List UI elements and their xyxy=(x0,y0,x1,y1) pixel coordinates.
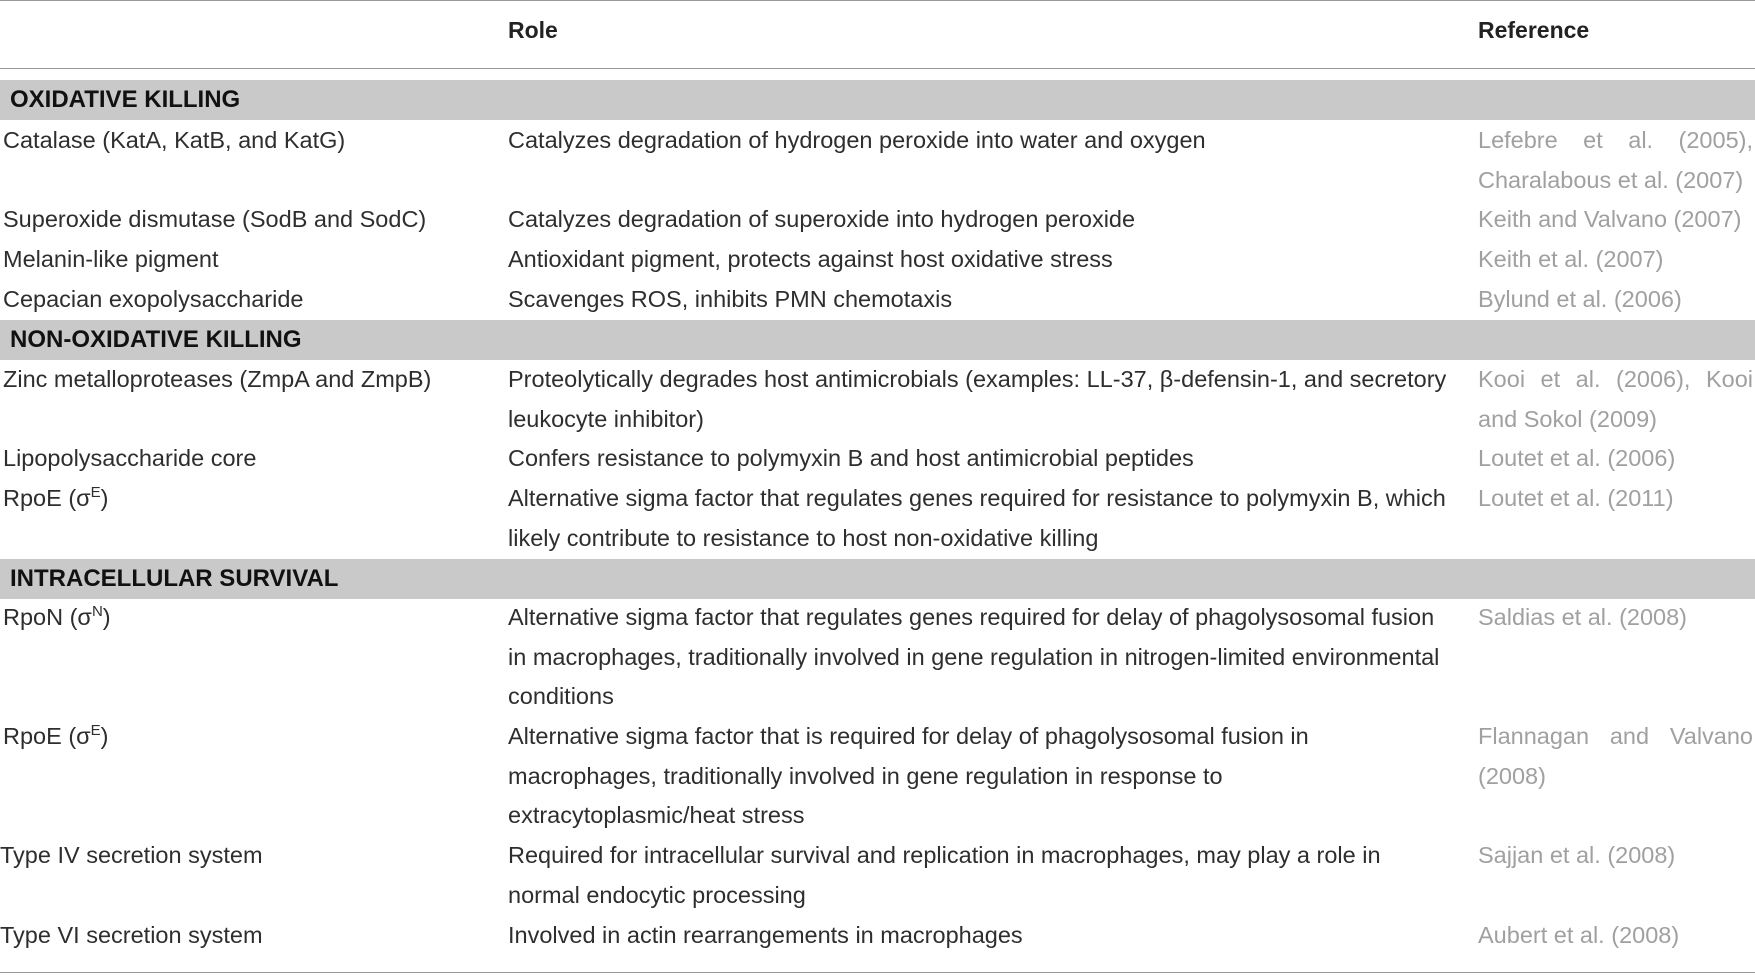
row-reference: Kooi et al. (2006), Kooi and Sokol (2009) xyxy=(1478,366,1753,432)
name-text: RpoN (σ xyxy=(3,604,92,630)
row-role: Alternative sigma factor that regulates genes required for delay of phagolysosomal fusion in macrophages, traditionally involved in gene regulation in nitrogen-limited environmental conditions xyxy=(508,604,1440,710)
superscript: E xyxy=(90,722,101,739)
row-role: Proteolytically degrades host antimicrobials (examples: LL-37, β-defensin-1, and secretory leukocyte inhibitor) xyxy=(508,366,1447,432)
row-role: Alternative sigma factor that is required for delay of phagolysosomal fusion in macrophages, traditionally involved in gene regulation in response to extracytoplasmic/heat stress xyxy=(508,723,1309,829)
name-text-end: ) xyxy=(100,485,109,511)
superscript: N xyxy=(91,603,103,620)
bottom-rule xyxy=(0,972,1755,973)
section-title: NON-OXIDATIVE KILLING xyxy=(10,326,302,353)
row-reference: Loutet et al. (2011) xyxy=(1478,485,1674,511)
section-header-oxidative xyxy=(0,80,1755,120)
header-reference: Reference xyxy=(1478,17,1590,43)
row-name: Type VI secretion system xyxy=(0,922,263,948)
row-reference: Keith et al. (2007) xyxy=(1478,246,1664,272)
header-role: Role xyxy=(508,17,558,43)
row-role: Antioxidant pigment, protects against host oxidative stress xyxy=(508,246,1113,272)
section-header-intracellular xyxy=(0,559,1755,599)
row-name: Lipopolysaccharide core xyxy=(3,445,257,471)
row-reference: Sajjan et al. (2008) xyxy=(1478,842,1676,868)
row-reference: Saldias et al. (2008) xyxy=(1478,604,1688,630)
row-reference: Bylund et al. (2006) xyxy=(1478,286,1682,312)
row-name: Type IV secretion system xyxy=(0,842,263,868)
row-role: Catalyzes degradation of hydrogen peroxide into water and oxygen xyxy=(508,127,1206,153)
row-role: Alternative sigma factor that regulates genes required for resistance to polymyxin B, which likely contribute to resistance to host non-oxidative killing xyxy=(508,485,1446,551)
row-name xyxy=(3,717,498,757)
row-name xyxy=(3,598,498,638)
row-reference: Aubert et al. (2008) xyxy=(1478,922,1680,948)
name-text-end: ) xyxy=(100,723,109,749)
row-reference: Lefebre et al. (2005), Charalabous et al. (2007) xyxy=(1478,127,1753,193)
row-name: Superoxide dismutase (SodB and SodC) xyxy=(3,206,427,232)
row-reference: Keith and Valvano (2007) xyxy=(1478,206,1742,232)
section-title: INTRACELLULAR SURVIVAL xyxy=(10,565,339,592)
section-title: OXIDATIVE KILLING xyxy=(10,86,241,113)
row-role: Catalyzes degradation of superoxide into hydrogen peroxide xyxy=(508,206,1136,232)
row-name: Melanin-like pigment xyxy=(3,246,219,272)
name-text: RpoE (σ xyxy=(3,723,91,749)
row-name: Catalase (KatA, KatB, and KatG) xyxy=(3,127,346,153)
row-name: Zinc metalloproteases (ZmpA and ZmpB) xyxy=(3,366,432,392)
row-reference: Flannagan and Valvano (2008) xyxy=(1478,723,1753,789)
row-name xyxy=(3,479,498,519)
section-header-non-oxidative xyxy=(0,320,1755,360)
row-reference: Loutet et al. (2006) xyxy=(1478,445,1676,471)
row-role: Required for intracellular survival and replication in macrophages, may play a role in normal endocytic processing xyxy=(508,842,1381,908)
top-rule xyxy=(0,0,1755,1)
row-name: Cepacian exopolysaccharide xyxy=(3,286,304,312)
row-role: Involved in actin rearrangements in macrophages xyxy=(508,922,1023,948)
name-text: RpoE (σ xyxy=(3,485,91,511)
header-rule xyxy=(0,68,1755,69)
name-text-end: ) xyxy=(102,604,111,630)
row-role: Confers resistance to polymyxin B and host antimicrobial peptides xyxy=(508,445,1194,471)
superscript: E xyxy=(90,484,101,501)
row-role: Scavenges ROS, inhibits PMN chemotaxis xyxy=(508,286,953,312)
